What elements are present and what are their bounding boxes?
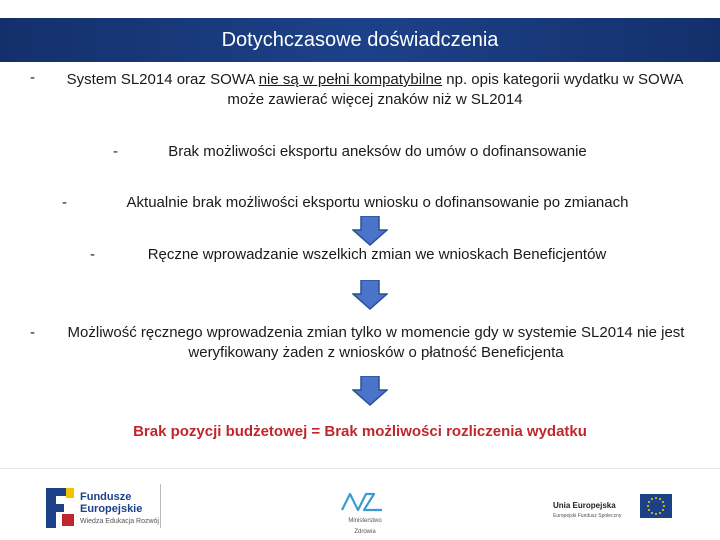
item-annex-export: Brak możliwości eksportu aneksów do umów o dofinansowanie	[168, 143, 587, 160]
fe-logo-line1: Fundusze	[80, 491, 132, 503]
bullet-dash: -	[90, 246, 95, 263]
item-manual-changes: Ręczne wprowadzanie wszelkich zmian we wnioskach Beneficjentów	[147, 246, 607, 263]
eu-flag-icon	[640, 494, 672, 518]
bullet-dash: -	[62, 194, 67, 211]
title-bar	[0, 18, 720, 62]
eu-logo-line1: Unia Europejska	[553, 501, 616, 510]
footer-divider	[0, 468, 720, 469]
page-title: Dotychczasowe doświadczenia	[221, 28, 499, 51]
conclusion-text: Brak pozycji budżetowej = Brak możliwości rozliczenia wydatku	[133, 423, 587, 440]
down-arrow-icon	[352, 280, 388, 310]
item-application-export: Aktualnie brak możliwości eksportu wniosku o dofinansowanie po zmianach	[126, 194, 629, 211]
down-arrow-icon	[352, 216, 388, 246]
item-manual-change-condition: Możliwość ręcznego wprowadzenia zmian tylko w momencie gdy w systemie SL2014 nie jest weryfikowany żaden z wniosków o płatność Beneficjenta	[67, 324, 685, 361]
fundusze-europejskie-logo-icon	[42, 486, 76, 530]
down-arrow-icon	[352, 376, 388, 406]
bullet-dash: -	[113, 143, 118, 160]
eu-logo-line2: Europejski Fundusz Społeczny	[553, 513, 622, 519]
bullet-dash: -	[30, 69, 35, 86]
fe-logo-divider	[160, 484, 161, 528]
ministry-logo-icon	[340, 490, 384, 514]
ministry-logo-subtitle: Ministerstwo Zdrowia	[348, 518, 382, 535]
underlined-phrase: nie są w pełni kompatybilne	[258, 71, 443, 88]
bullet-dash: -	[30, 324, 35, 341]
item-compatibility: System SL2014 oraz SOWA nie są w pełni kompatybilne np. opis kategorii wydatku w SOWA może zawierać więcej znaków niż w SL2014	[66, 71, 684, 108]
fe-logo-line3: Wiedza Edukacja Rozwój	[80, 518, 159, 525]
fe-logo-line2: Europejskie	[80, 503, 143, 515]
